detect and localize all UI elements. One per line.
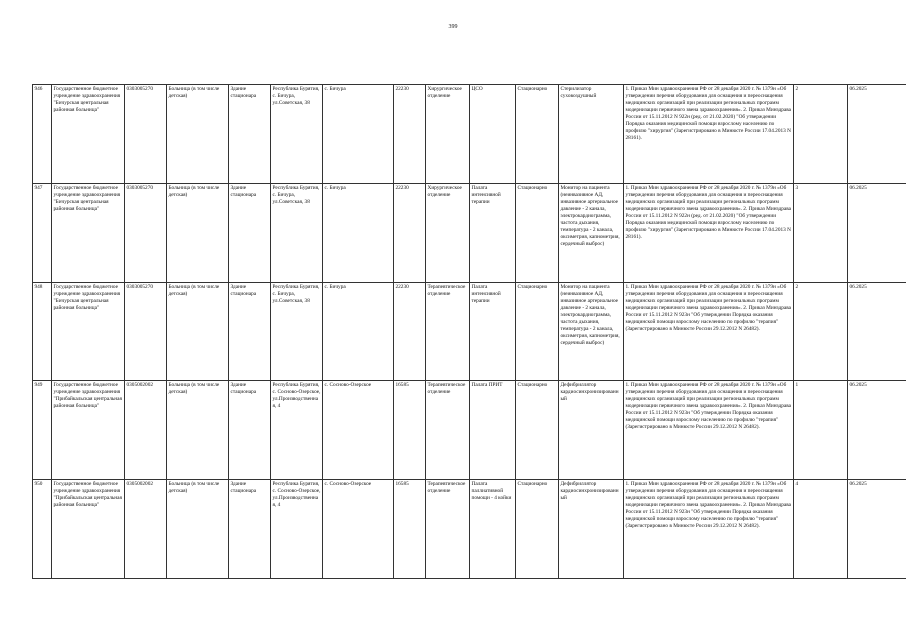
equipment-cell: Монитор на пациента (неинвазивное АД, инвазивное артериальное давление - 2 канала, электрокардиограмма, частота дыхания, температура - 2 канала, оксиметрия, капнометрия, сердечный выброс)	[559, 183, 624, 282]
address-cell: Республика Бурятия, с. Бичура, ул.Советская, 38	[271, 85, 323, 184]
locality-cell: с. Сосново-Озерское	[323, 480, 394, 579]
code-cell: 0305002002	[125, 381, 167, 480]
conditions-cell: Стационарно	[516, 282, 559, 381]
row-number-cell: 946	[33, 85, 52, 184]
facility-type-cell: Больница (в том числе детская)	[167, 381, 229, 480]
locality-cell: с. Бичура	[323, 183, 394, 282]
building-cell: Здание стационара	[229, 282, 271, 381]
building-cell: Здание стационара	[229, 85, 271, 184]
address-cell: Республика Бурятия, с. Бичура, ул.Советская, 38	[271, 183, 323, 282]
building-cell: Здание стационара	[229, 381, 271, 480]
legal-basis-cell: 1. Приказ Мин здравоохранения РФ от 28 декабря 2020 г. № 1379н «Об утверждении перечня оборудования для оснащения и переоснащения медицинских организаций при реализации региональных программ модернизации первичного звена здравоохранения». 2. Приказ Минздрава России от 15.11.2012 N 923н "Об утверждении Порядка оказания медицинской помощи взрослому населению по профилю "терапия" (Зарегистрировано в Минюсте России 29.12.2012 N 26482).	[624, 381, 794, 480]
page-number: 399	[448, 24, 458, 30]
date-cell: 06.2025	[848, 480, 906, 579]
quantity-cell: 2	[794, 85, 848, 184]
organization-cell: Государственное бюджетное учреждение здравоохранения "Бичурская центральная районная больница"	[52, 282, 125, 381]
date-cell: 06.2025	[848, 183, 906, 282]
organization-cell: Государственное бюджетное учреждение здравоохранения "Прибайкальская центральная районная больница"	[52, 480, 125, 579]
code-cell: 0305002002	[125, 480, 167, 579]
legal-basis-cell: 1. Приказ Мин здравоохранения РФ от 28 декабря 2020 г. № 1379н «Об утверждении перечня оборудования для оснащения и переоснащения медицинских организаций при реализации региональных программ модернизации первичного звена здравоохранения». 2. Приказ Минздрава России от 15.11.2012 N 922н (ред. от 21.02.2020) "Об утверждении Порядка оказания медицинской помощи взрослому населению по профилю "хирургия" (Зарегистрировано в Минюсте России 17.04.2013 N 28161).	[624, 85, 794, 184]
table-row	[33, 480, 906, 579]
conditions-cell: Стационарно	[516, 85, 559, 184]
equipment-cell: Монитор на пациента (неинвазивное АД, инвазивное артериальное давление - 2 канала, электрокардиограмма, частота дыхания, температура - 2 канала, оксиметрия, капнометрия, сердечный выброс)	[559, 282, 624, 381]
equipment-table	[32, 84, 906, 579]
legal-basis-cell: 1. Приказ Мин здравоохранения РФ от 28 декабря 2020 г. № 1379н «Об утверждении перечня оборудования для оснащения и переоснащения медицинских организаций при реализации региональных программ модернизации первичного звена здравоохранения». 2. Приказ Минздрава России от 15.11.2012 N 923н "Об утверждении Порядка оказания медицинской помощи взрослому населению по профилю "терапия" (Зарегистрировано в Минюсте России 29.12.2012 N 26482).	[624, 480, 794, 579]
room-cell: Палата ПРИТ	[470, 381, 516, 480]
organization-cell: Государственное бюджетное учреждение здравоохранения "Прибайкальская центральная районная больница"	[52, 381, 125, 480]
department-cell: Терапевтическое отделение	[426, 282, 470, 381]
building-cell: Здание стационара	[229, 183, 271, 282]
row-number-cell: 947	[33, 183, 52, 282]
organization-cell: Государственное бюджетное учреждение здравоохранения "Бичурская центральная районная больница"	[52, 183, 125, 282]
department-cell: Хирургическое отделение	[426, 85, 470, 184]
address-cell: Республика Бурятия, с. Сосново-Озерское, ул.Производственная, 4	[271, 381, 323, 480]
department-cell: Терапевтическое отделение	[426, 480, 470, 579]
oktmo-cell: 22230	[394, 183, 426, 282]
building-cell: Здание стационара	[229, 480, 271, 579]
date-cell: 06.2025	[848, 282, 906, 381]
organization-cell: Государственное бюджетное учреждение здравоохранения "Бичурская центральная районная больница"	[52, 85, 125, 184]
facility-type-cell: Больница (в том числе детская)	[167, 85, 229, 184]
room-cell: Палата паллиативной помощи - 4 койки	[470, 480, 516, 579]
date-cell: 06.2025	[848, 85, 906, 184]
quantity-cell: 3	[794, 183, 848, 282]
table-row	[33, 85, 906, 184]
code-cell: 0303005270	[125, 85, 167, 184]
table-row	[33, 282, 906, 381]
conditions-cell: Стационарно	[516, 183, 559, 282]
conditions-cell: Стационарно	[516, 480, 559, 579]
row-number-cell: 950	[33, 480, 52, 579]
oktmo-cell: 16585	[394, 381, 426, 480]
equipment-cell: Дефибриллятор кардиосинхронизированный	[559, 381, 624, 480]
facility-type-cell: Больница (в том числе детская)	[167, 282, 229, 381]
code-cell: 0303005270	[125, 282, 167, 381]
quantity-cell: 1	[794, 381, 848, 480]
equipment-cell: Дефибриллятор кардиосинхронизированный	[559, 480, 624, 579]
equipment-cell: Стерилизатор суховоздушный	[559, 85, 624, 184]
table-body	[33, 85, 906, 579]
row-number-cell: 948	[33, 282, 52, 381]
table-row	[33, 183, 906, 282]
locality-cell: с. Бичура	[323, 85, 394, 184]
oktmo-cell: 16585	[394, 480, 426, 579]
row-number-cell: 949	[33, 381, 52, 480]
oktmo-cell: 22230	[394, 282, 426, 381]
facility-type-cell: Больница (в том числе детская)	[167, 183, 229, 282]
quantity-cell: 4	[794, 480, 848, 579]
quantity-cell: 2	[794, 282, 848, 381]
department-cell: Терапевтическое отделение	[426, 381, 470, 480]
legal-basis-cell: 1. Приказ Мин здравоохранения РФ от 28 декабря 2020 г. № 1379н «Об утверждении перечня оборудования для оснащения и переоснащения медицинских организаций при реализации региональных программ модернизации первичного звена здравоохранения». 2. Приказ Минздрава России от 15.11.2012 N 923н "Об утверждении Порядка оказания медицинской помощи взрослому населению по профилю "терапия" (Зарегистрировано в Минюсте России 29.12.2012 N 26482).	[624, 282, 794, 381]
locality-cell: с. Бичура	[323, 282, 394, 381]
code-cell: 0303005270	[125, 183, 167, 282]
room-cell: ЦСО	[470, 85, 516, 184]
conditions-cell: Стационарно	[516, 381, 559, 480]
facility-type-cell: Больница (в том числе детская)	[167, 480, 229, 579]
locality-cell: с. Сосново-Озерское	[323, 381, 394, 480]
address-cell: Республика Бурятия, с. Сосново-Озерское, ул.Производственная, 4	[271, 480, 323, 579]
room-cell: Палата интенсивной терапии	[470, 183, 516, 282]
address-cell: Республика Бурятия, с. Бичура, ул.Советская, 38	[271, 282, 323, 381]
department-cell: Хирургическое отделение	[426, 183, 470, 282]
oktmo-cell: 22230	[394, 85, 426, 184]
legal-basis-cell: 1. Приказ Мин здравоохранения РФ от 28 декабря 2020 г. № 1379н «Об утверждении перечня оборудования для оснащения и переоснащения медицинских организаций при реализации региональных программ модернизации первичного звена здравоохранения». 2. Приказ Минздрава России от 15.11.2012 N 922н (ред. от 21.02.2020) "Об утверждении Порядка оказания медицинской помощи взрослому населению по профилю "хирургия" (Зарегистрировано в Минюсте России 17.04.2013 N 28161).	[624, 183, 794, 282]
date-cell: 06.2025	[848, 381, 906, 480]
room-cell: Палата интенсивной терапии	[470, 282, 516, 381]
table-row	[33, 381, 906, 480]
